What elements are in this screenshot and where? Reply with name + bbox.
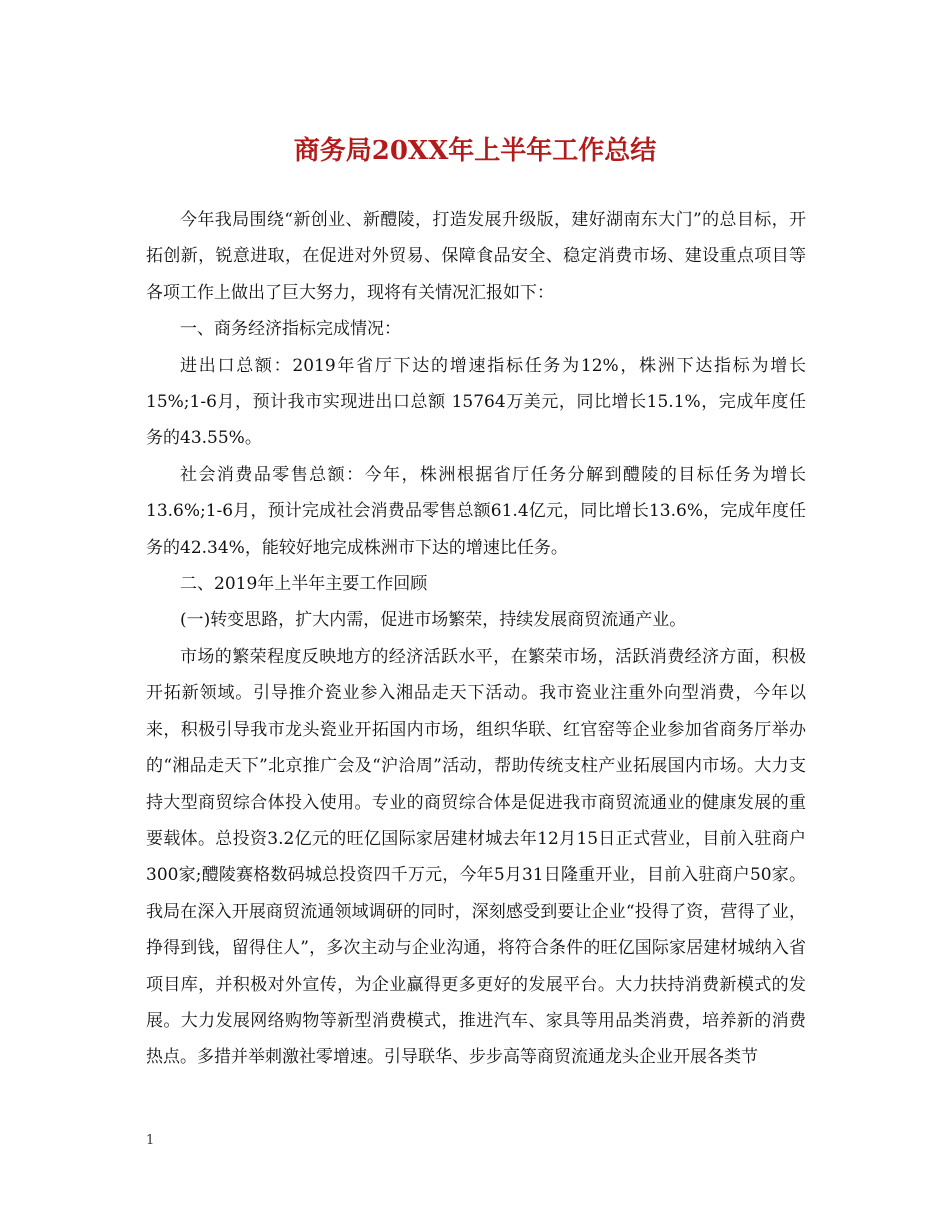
section-heading-review: 二、2019年上半年主要工作回顾: [180, 574, 428, 595]
section-heading-indicators: 一、商务经济指标完成情况：: [180, 319, 401, 340]
paragraph-market: 市场的繁荣程度反映地方的经济活跃水平，在繁荣市场，活跃消费经济方面，积极开拓新领域。引导推介瓷业参入湘品走天下活动。我市瓷业注重外向型消费，今年以来，积极引导我市龙头瓷业开拓国内市场，组织华联、红官窑等企业参加省商务厅举办的“湘品走天下”北京推广会及“沪洽周”活动，帮助传统支柱产业拓展国内市场。大力支持大型商贸综合体投入使用。专业的商贸综合体是促进我市商贸流通业的健康发展的重要载体。总投资3.2亿元的旺亿国际家居建材城去年12月15日正式营业，目前入驻商户300家;醴陵赛格数码城总投资四千万元，今年5月31日隆重开业，目前入驻商户50家。我局在深入开展商贸流通领域调研的同时，深刻感受到要让企业“投得了资，营得了业，挣得到钱，留得住人”，多次主动与企业沟通，将符合条件的旺亿国际家居建材城纳入省项目库，并积极对外宣传，为企业赢得更多更好的发展平台。大力扶持消费新模式的发展。大力发展网络购物等新型消费模式，推进汽车、家具等用品类消费，培养新的消费热点。多措并举刺激社零增速。引导联华、步步高等商贸流通龙头企业开展各类节: [146, 646, 806, 1068]
paragraph-retail-sales: 社会消费品零售总额：今年，株洲根据省厅任务分解到醴陵的目标任务为增长13.6%;1-6月，预计完成社会消费品零售总额61.4亿元，同比增长13.6%，完成年度任务的42.34%，能较好地完成株洲市下达的增速比任务。: [146, 464, 806, 558]
page-number: 1: [146, 1133, 155, 1148]
subsection-heading-one: (一)转变思路，扩大内需，促进市场繁荣，持续发展商贸流通产业。: [180, 610, 687, 631]
intro-paragraph: 今年我局围绕“新创业、新醴陵，打造发展升级版，建好湖南东大门”的总目标，开拓创新，锐意进取，在促进对外贸易、保障食品安全、稳定消费市场、建设重点项目等各项工作上做出了巨大努力，现将有关情况汇报如下：: [146, 210, 806, 303]
paragraph-import-export: 进出口总额：2019年省厅下达的增速指标任务为12%，株洲下达指标为增长15%;1-6月，预计我市实现进出口总额 15764万美元，同比增长15.1%，完成年度任务的43.55%。: [146, 355, 806, 449]
document-title: 商务局20XX年上半年工作总结: [293, 136, 657, 166]
document-body: [146, 202, 806, 1076]
